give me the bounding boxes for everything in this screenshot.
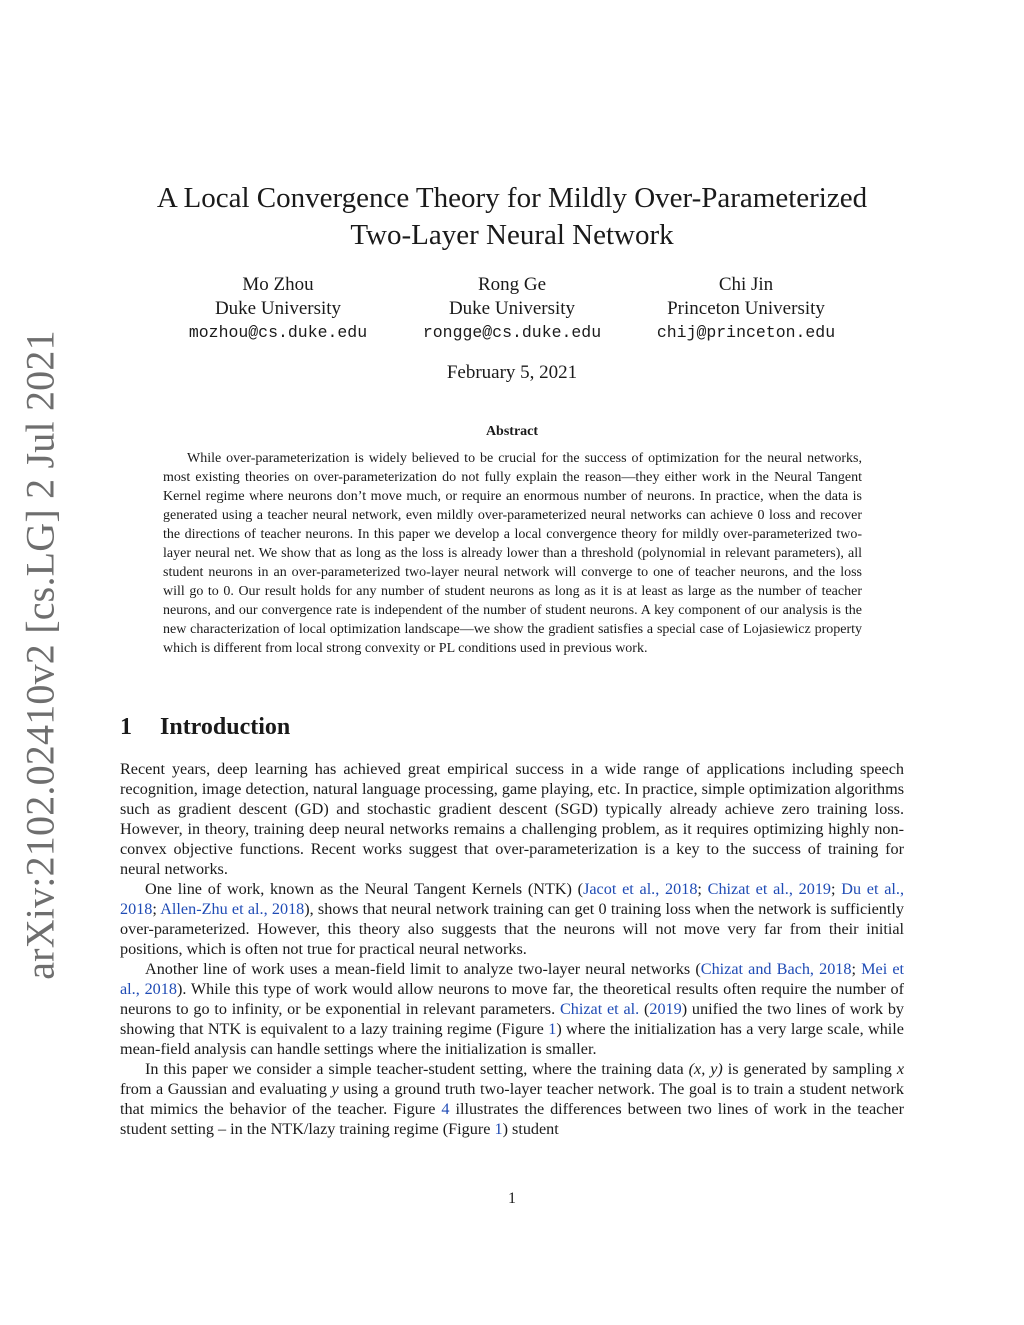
arxiv-identifier-stamp: arXiv:2102.02410v2 [cs.LG] 2 Jul 2021 xyxy=(17,330,63,980)
section-title: Introduction xyxy=(160,714,291,740)
figure-reference-link[interactable]: 1 xyxy=(494,1120,503,1138)
citation-link[interactable]: Du et al., xyxy=(841,880,904,898)
citation-link[interactable]: Chizat et al., xyxy=(707,880,793,898)
citation-year-link[interactable]: 2018 xyxy=(120,900,153,918)
paragraph-2 xyxy=(120,879,904,959)
citation-link[interactable]: Mei et al., xyxy=(120,960,905,998)
citation-year-link[interactable]: 2018 xyxy=(665,880,698,898)
figure-reference-link[interactable]: 1 xyxy=(548,1020,557,1038)
text-run: ) student xyxy=(502,1120,559,1138)
text-run: ), shows that neural network training can get 0 training loss when the network is sufficiently over-parameterized. However, this theory also suggests that the neurons will not move very far from their initial positions, which is often not true for practical neural networks. xyxy=(120,900,904,958)
page-number: 1 xyxy=(508,1190,516,1207)
author-email[interactable]: rongge@cs.duke.edu xyxy=(422,323,602,342)
citation-year-link[interactable]: 2018 xyxy=(144,980,177,998)
text-run: ; xyxy=(152,900,161,918)
text-run: from a Gaussian and evaluating xyxy=(120,1080,332,1098)
text-run: using a ground truth two-layer teacher network. The goal is to train a student network that mimics the behavior of the teacher. Figure xyxy=(120,1080,904,1118)
publication-date: February 5, 2021 xyxy=(446,362,578,383)
title-line-2: Two-Layer Neural Network xyxy=(350,219,674,251)
text-run: ) where the initialization has a very large scale, while mean-field analysis can handle settings where the initialization is smaller. xyxy=(120,1020,904,1058)
text-run: ). While this type of work would allow neurons to move far, the theoretical results often require the number of neurons to go to infinity, or be exponential in relevant parameters. xyxy=(120,980,905,1018)
text-run: In this paper we consider a simple teacher-student setting, where the training data xyxy=(145,1060,689,1078)
author-name: Rong Ge xyxy=(477,274,547,295)
math-inline: x xyxy=(896,1060,904,1078)
author-affiliation: Princeton University xyxy=(667,298,825,319)
author-affiliation: Duke University xyxy=(448,298,576,319)
paper-title xyxy=(120,180,904,254)
citation-year-link[interactable]: 2019 xyxy=(649,1000,682,1018)
text-run: ) unified the two lines of work by showing that NTK is equivalent to a lazy training regime (Figure xyxy=(120,1000,905,1038)
citation-year-link[interactable]: 2018 xyxy=(271,900,305,918)
citation-link[interactable]: Chizat and Bach, xyxy=(700,960,814,978)
author-block xyxy=(636,273,856,345)
author-name: Chi Jin xyxy=(718,274,774,295)
text-run: illustrates the differences between two lines of work in the teacher student setting – in the NTK/lazy training regime (Figure xyxy=(120,1100,904,1138)
text-run: Another line of work uses a mean-field limit to analyze two-layer neural networks ( xyxy=(145,960,701,978)
paragraph-1: Recent years, deep learning has achieved great empirical success in a wide range of applications including speech recognition, image detection, natural language processing, game playing, etc. In practice, simple optimization algorithms such as gradient descent (GD) and stochastic gradient descent (SGD) typically already achieve zero training loss. However, in theory, training deep neural networks remains a challenging problem, as it requires optimizing highly non-convex objective functions. Recent works suggest that over-parameterization is a key to the success of training for neural networks. xyxy=(120,760,904,878)
paragraph-4 xyxy=(120,1059,904,1139)
section-heading xyxy=(120,714,290,741)
section-number: 1 xyxy=(120,714,132,740)
abstract-heading: Abstract xyxy=(485,424,539,439)
author-block xyxy=(402,273,622,345)
title-line-1: A Local Convergence Theory for Mildly Over-Parameterized xyxy=(156,182,868,214)
math-inline: y xyxy=(331,1080,339,1098)
text-run: is generated by sampling xyxy=(722,1060,897,1078)
author-name: Mo Zhou xyxy=(242,274,314,295)
math-inline: (x, y) xyxy=(688,1060,723,1078)
author-block xyxy=(168,273,388,345)
author-email[interactable]: chij@princeton.edu xyxy=(656,323,836,342)
author-affiliation: Duke University xyxy=(214,298,342,319)
text-run: One line of work, known as the Neural Tangent Kernels (NTK) ( xyxy=(145,880,584,898)
citation-link[interactable]: Jacot et al., xyxy=(583,880,660,898)
figure-reference-link[interactable]: 4 xyxy=(441,1100,450,1118)
citation-year-link[interactable]: 2019 xyxy=(798,880,831,898)
author-email[interactable]: mozhou@cs.duke.edu xyxy=(188,323,368,342)
text-run: ; xyxy=(697,880,708,898)
citation-link[interactable]: Chizat et al. xyxy=(559,1000,640,1018)
introduction-body xyxy=(120,759,904,1139)
abstract-text: While over-parameterization is widely believed to be crucial for the success of optimization for the neural networks, most existing theories on over-parameterization do not fully explain the reason—they either work in the Neural Tangent Kernel regime where neurons don’t move much, or require an enormous number of neurons. In practice, when the data is generated using a teacher neural network, even mildly over-parameterized neural networks can achieve 0 loss and recover the directions of teacher neurons. In this paper we develop a local convergence theory for mildly over-parameterized two-layer neural net. We show that as long as the loss is already lower than a threshold (polynomial in relevant parameters), all student neurons in an over-parameterized two-layer neural network will converge to one of teacher neurons, and the loss will go to 0. Our result holds for any number of student neurons as long as it is at least as large as the number of teacher neurons, and our convergence rate is independent of the number of student neurons. A key component of our analysis is the new characterization of local optimization landscape—we show the gradient satisfies a special case of Lojasiewicz property which is different from local strong convexity or PL conditions used in previous work. xyxy=(163,451,862,656)
text-run: ( xyxy=(639,1000,650,1018)
citation-year-link[interactable]: 2018 xyxy=(819,960,852,978)
paragraph-3 xyxy=(120,959,904,1059)
text-run: ; xyxy=(851,960,862,978)
text-run: ; xyxy=(831,880,842,898)
citation-link[interactable]: Allen-Zhu et al., xyxy=(160,900,268,918)
